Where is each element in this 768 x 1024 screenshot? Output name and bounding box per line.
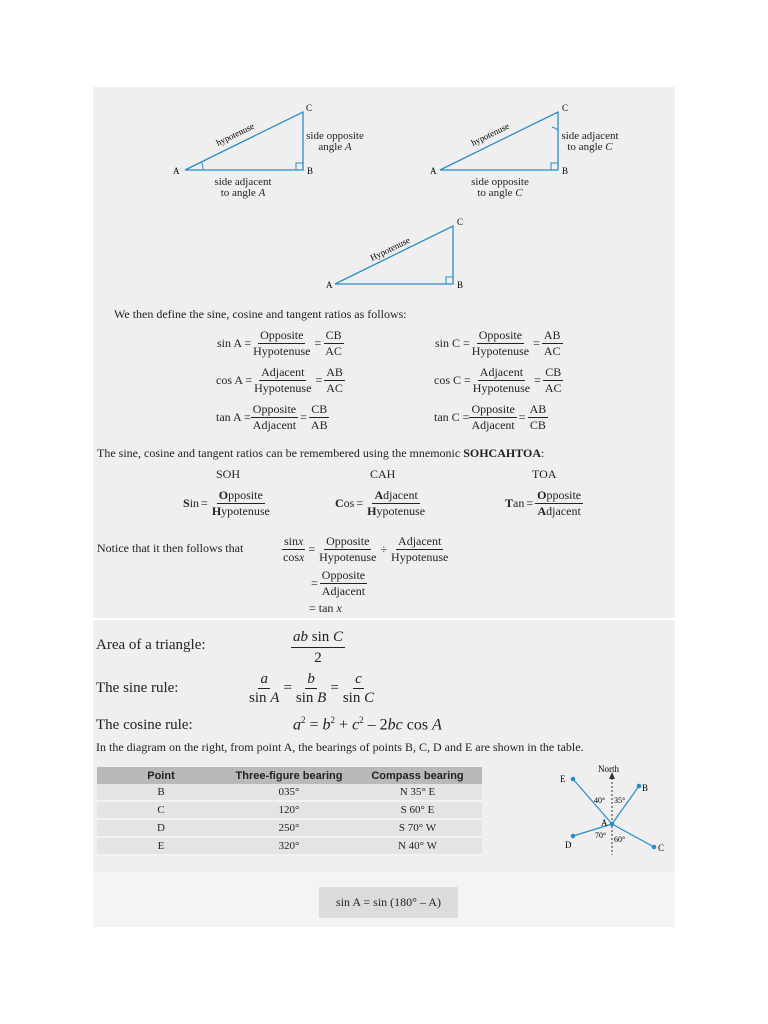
toa-label: TOA <box>532 467 557 481</box>
tan-c-definition: tan C = $\frac{\text{Opposite}}{\text{Adjacent}}$ = $\frac{AB}{CB}$ <box>434 402 547 432</box>
cell-three-figure: 320° <box>225 837 353 855</box>
col-three-figure: Three-figure bearing <box>225 767 353 784</box>
bearings-table-header <box>97 767 482 784</box>
t1-label-a: A <box>173 166 180 176</box>
mnemonic-text: The sine, cosine and tangent ratios can be remembered using the mnemonic SOHCAHTOA: <box>97 446 545 460</box>
t1-label-b: B <box>307 166 314 176</box>
table-row <box>97 819 482 837</box>
cosine-rule-label: The cosine rule: <box>96 717 193 733</box>
label-d: D <box>565 840 572 850</box>
cell-three-figure: 035° <box>225 784 353 801</box>
col-compass: Compass bearing <box>353 767 482 784</box>
label-e: E <box>560 774 566 784</box>
triangle-2-shape <box>440 112 558 170</box>
sine-rule-formula: $\frac{a}{\text{sin A}}$ = $\frac{b}{\text{sin B}}$ = $\frac{c}{\text{sin C}}$ <box>249 671 375 706</box>
t2-hypotenuse-label: hypotenuse <box>469 120 511 148</box>
t3-label-a: A <box>326 280 333 290</box>
definitions-intro: We then define the sine, cosine and tangent ratios as follows: <box>114 307 407 321</box>
point-e <box>571 777 576 782</box>
table-row <box>97 837 482 855</box>
identity-box <box>319 887 458 918</box>
identity-formula: sin A = sin (180° – A) <box>336 895 441 909</box>
triangle-diagram-3 <box>320 212 480 297</box>
t3-hypotenuse-label: Hypotenuse <box>368 234 412 263</box>
cah-label: CAH <box>370 467 396 481</box>
soh-label: SOH <box>216 467 241 481</box>
label-a: A <box>601 818 608 828</box>
point-c <box>652 845 657 850</box>
tan-mnemonic-formula: Tan = $\frac{\text{Opposite}}{\text{Adjacent}}$ <box>505 488 582 518</box>
triangle-3-shape <box>335 226 453 284</box>
table-row <box>97 784 482 801</box>
angle-60: 60° <box>614 835 626 844</box>
cell-three-figure: 250° <box>225 819 353 837</box>
point-b <box>637 784 642 789</box>
bearings-table <box>97 767 482 856</box>
point-d <box>571 834 576 839</box>
t1-adjacent-label: side adjacent to angle A <box>214 176 272 199</box>
tan-a-definition: tan A = $\frac{\text{Opposite}}{\text{Adjacent}}$ = $\frac{CB}{AB}$ <box>216 402 328 432</box>
sin-c-definition: sin C = $\frac{\text{Opposite}}{\text{Hypotenuse}}$ = $\frac{AB}{AC}$ <box>435 328 561 358</box>
bearings-intro: In the diagram on the right, from point A, the bearings of points B, C, D and E are shown in the table. <box>96 740 584 754</box>
label-c: C <box>658 843 665 853</box>
label-b: B <box>642 783 649 793</box>
angle-40: 40° <box>594 796 606 805</box>
tan-derivation-line1: $\frac{\sin x}{\cos x}$ = $\frac{\text{Opposite}}{\text{Hypotenuse}}$ ÷ $\frac{\text{Adjacent}}{\text{Hypotenuse}}$ <box>283 534 449 564</box>
tan-derivation-line2: = $\frac{\text{Opposite}}{\text{Adjacent}}$ <box>311 568 366 598</box>
bearings-diagram <box>550 760 675 860</box>
cos-c-definition: cos C = $\frac{\text{Adjacent}}{\text{Hypotenuse}}$ = $\frac{CB}{AC}$ <box>434 365 562 395</box>
table-row <box>97 801 482 819</box>
triangle-1-shape <box>185 112 303 170</box>
t1-hypotenuse-label: hypotenuse <box>214 120 256 148</box>
area-formula: $\frac{\text{ab sin C}}{2}$ <box>293 629 344 666</box>
t2-label-a: A <box>430 166 437 176</box>
cos-mnemonic-formula: Cos = $\frac{\text{Adjacent}}{\text{Hypotenuse}}$ <box>335 488 426 518</box>
cell-compass: N 40° W <box>353 837 482 855</box>
north-label: North <box>598 764 619 774</box>
cell-compass: S 60° E <box>353 801 482 819</box>
t2-adjacent-label: side adjacent to angle C <box>561 130 619 153</box>
cell-point: B <box>97 784 225 801</box>
cell-point: E <box>97 837 225 855</box>
cos-a-definition: cos A = $\frac{\text{Adjacent}}{\text{Hypotenuse}}$ = $\frac{AB}{AC}$ <box>216 365 343 395</box>
cell-point: C <box>97 801 225 819</box>
t1-opposite-label: side opposite angle A <box>306 130 364 153</box>
angle-70: 70° <box>595 831 607 840</box>
area-label: Area of a triangle: <box>96 637 206 653</box>
sin-a-definition: sin A = $\frac{\text{Opposite}}{\text{Hypotenuse}}$ = $\frac{CB}{AC}$ <box>217 328 342 358</box>
t3-label-b: B <box>457 280 464 290</box>
t1-label-c: C <box>306 103 313 113</box>
cell-three-figure: 120° <box>225 801 353 819</box>
sin-mnemonic-formula: Sin = $\frac{\text{Opposite}}{\text{Hypotenuse}}$ <box>183 488 270 518</box>
t2-opposite-label: side opposite to angle C <box>471 176 529 199</box>
cell-point: D <box>97 819 225 837</box>
t2-label-c: C <box>562 103 569 113</box>
line-a-b <box>612 786 639 824</box>
t3-label-c: C <box>457 217 464 227</box>
cell-compass: S 70° W <box>353 819 482 837</box>
point-a <box>610 822 615 827</box>
cosine-rule-formula: $a^2 = b^2 + c^2 - 2bc$ cos A <box>293 715 442 734</box>
cell-compass: N 35° E <box>353 784 482 801</box>
notice-text: Notice that it then follows that <box>97 541 244 555</box>
sine-rule-label: The sine rule: <box>96 680 179 696</box>
tan-derivation-line3: = tan x <box>309 601 342 615</box>
t2-label-b: B <box>562 166 569 176</box>
angle-35: 35° <box>614 796 626 805</box>
col-point: Point <box>97 767 225 784</box>
